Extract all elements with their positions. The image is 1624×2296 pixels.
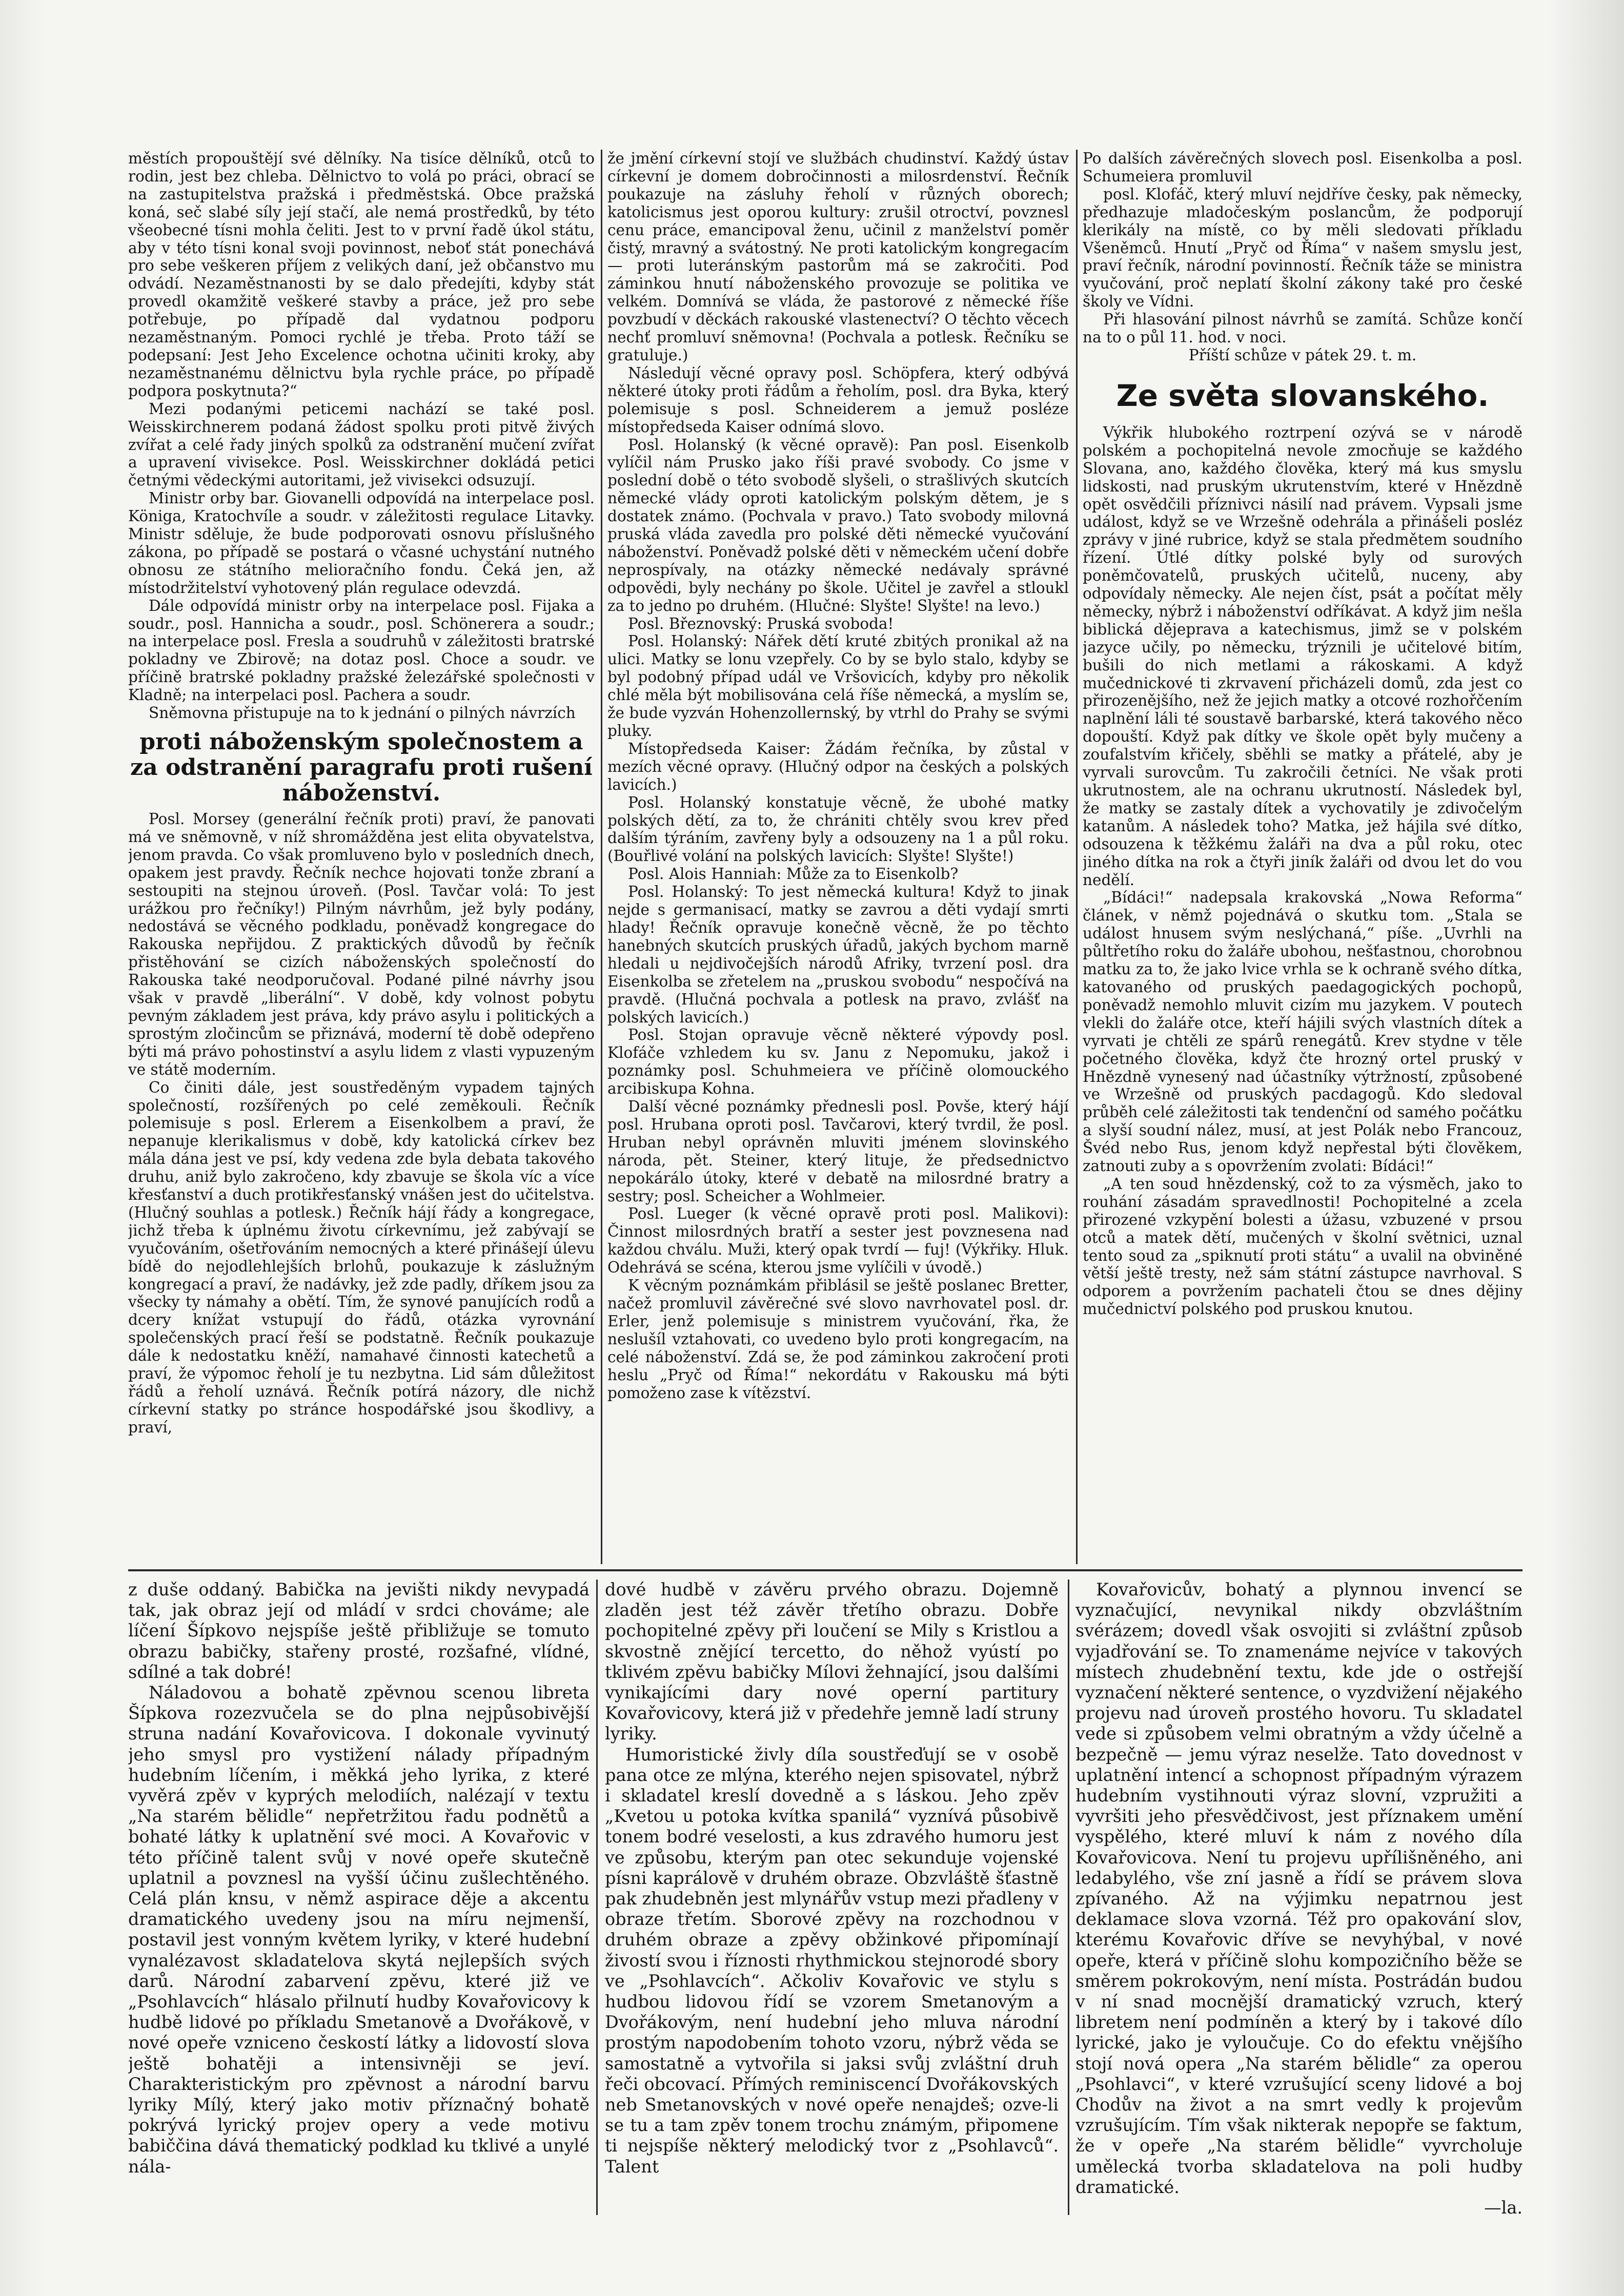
paragraph: Posl. Březnovský: Pruská svoboda! — [628, 614, 894, 632]
paragraph: Místopředseda Kaiser: Žádám řečníka, by zůstal v mezích věcné opravy. (Hlučný odpor na českých a polských lavicích.) — [607, 740, 1069, 793]
paragraph: Příští schůze v pátek 29. t. m. — [1188, 346, 1417, 364]
paragraph: městích propouštějí své dělníky. Na tisíce dělníků, otců to rodin, jest bez chleba. Dělnictvo to volá po práci, obrací se na zastupitelstva pražská i předměstská. Obce pražská koná, seč slabé síly její stačí, ale nemá prostředků, by této všeobecné tísni mohla čeliti. Jest to v první řadě úkol státu, aby v této tísni konal svoji povinnost, neboť stát ponechává pro sebe veškeren příjem z velikých daní, jež občanstvo mu odvádí. Nezaměstnanosti by se dalo předejíti, kdyby stát provedl okamžitě veškeré stavby a práce, jež pro sebe potřebuje, po případě dal vydatnou podporu nezaměstnaným. Pomoci rychlé je třeba. Proto táží se podepsaní: Jest Jeho Excelence ochotna učiniti kroky, aby nezaměstnanému dělnictvu byla rychle práce, po případě podpora poskytnuta?“ — [128, 150, 595, 400]
paragraph: z duše oddaný. Babička na jevišti nikdy nevypadá tak, jak obraz její od mládí v srdci chováme; ale líčení Šípkovo nejspíše ještě přibližuje se tomuto obrazu babičky, stařeny prosté, rozšafné, vlídné, sdílné a tak dobré! — [128, 1580, 590, 1682]
paragraph: Humoristické živly díla soustřeďují se v osobě pana otce ze mlýna, kterého nejen spisovatel, nýbrž i skladatel kreslí dovedně a s láskou. Jeho zpěv „Kvetou u potoka kvítka spanilá“ vyznívá působivě tonem bodré veselosti, a kus zdravého humoru jest ve způsobu, kterým pan otec sekunduje vojenské písni kaprálově v druhém obraze. Obzvláště šťastně pak zhudebněn jest mlynářův vstup mezi přadleny v obraze třetím. Sborové zpěvy na rozchodnou v druhém obraze a zpěvy obžinkové připomínají živostí svou i říznosti rhythmickou stejnorodé sbory ve „Psohlavcích“. Ačkoliv Kovařovic ve stylu s hudbou lidovou řídí se vzorem Smetanovým a Dvořákovým, není hudební jeho mluva národní prostým napodobením tohoto vzoru, nýbrž věda se samostatně a vytvořila si jaksi svůj zvláštní druh řeči obcovací. Přímých reminiscencí Dvořákovských neb Smetanovských v nové opeře nenajdeš; ozve-li se tu a tam zpěv tonem trochu známým, připomene ti nejspíše některý melodický tvor z „Psohlavců“. Talent — [605, 1744, 1059, 2177]
paragraph: Mezi podanými peticemi nachází se také posl. Weisskirchnerem podaná žádost spolku proti pitvě živých zvířat a celé řady jiných spolků za odstranění mučení zvířat a upravení vivisekce. Posl. Weisskirchner dokládá petici četnými vědeckými autoritami, jež vivisekci odsuzují. — [128, 400, 595, 489]
paragraph: posl. Klofáč, který mluví nejdříve česky, pak německy, předhazuje mladočeským poslancům, že podporují klerikály na místě, co by měli sledovati příkladu Všeněmců. Hnutí „Pryč od Říma“ v našem smyslu jest, praví řečník, národní povinností. Řečník táže se ministra vyučování, proč neplatí školní zákony také pro české školy ve Vídni. — [1083, 185, 1522, 311]
paragraph: Náladovou a bohatě zpěvnou scenou libreta Šípkova rozezvučela se do plna nejpůsobivější struna nadání Kovařovicova. I dokonale vyvinutý jeho smysl pro vystižení nálady případným hudebním líčením, i měkká jeho lyrika, z které vyvěrá zpěv v kyprých melodiích, nalézají v textu „Na starém bělidle“ nepřetržitou řadu podnětů a bohaté látky k uplatnění své moci. A Kovařovic v této příčině talent svůj v nové opeře skutečně uplatnil a povznesl na vyšší účinu zušlechtěného. Celá plán knsu, v němž aspirace děje a akcentu dramatického uvedeny jsou na míru nejmenší, postavil jest vonným květem lyriky, v které hudební vynalézavost skladatelova skytá nejlepších svých darů. Národní zabarvení zpěvu, které již ve „Psohlavcích“ hlásalo přilnutí hudby Kovařovicovy k hudbě lidové po příkladu Smetanově a Dvořákově, v nové opeře vzniceno českostí látky a lidovostí slova ještě bohatěji a intensivněji se jeví. Charakteristickým pro zpěvnost a národní barvu lyriky Mílý, který jako motiv příznačný bohatě pokrývá lyrický projev opery a vede motivu babiččina dává thematický podklad ku tklivé a unylé nála- — [128, 1683, 590, 2177]
lower-column-2 — [605, 1580, 1059, 2215]
upper-column-1 — [128, 150, 595, 1564]
column-rule — [596, 1580, 598, 2215]
paragraph: Následují věcné opravy posl. Schöpfera, který odbývá některé útoky proti řádům a řeholím, posl. dra Byka, který polemisuje s posl. Schneiderem a jemuž posléze místopředseda Kaiser odnímá slovo. — [607, 364, 1069, 436]
paragraph: Výkřik hlubokého roztrpení ozývá se v národě polském a pochopitelná nevole zmocňuje se každého Slovana, ano, každého člověka, který má kus smyslu lidskosti, nad pruským ukrutenstvím, které v Hnězdně opět osvědčili příznivci násilí nad právem. Vypsali jsme událost, když se ve Wrzešně odehrála a přinášeli posléz zprávy v jiné rubrice, když se stala předmětem soudního řízení. Útlé dítky polské byly od surových poněmčovatelů, pruských učitelů, nuceny, aby odpovídaly německy. Ale nejen číst, psát a počítat měly německy, nýbrž i náboženství odříkávat. A když jim nešla biblická dějeprava a katechismus, jimž se v polském jazyce učily, po německu, trýznili je učitelové bitím, bušili do nich metlami a rákoskami. A když mučednickové ti zkrvavení přicházeli domů, zda jest co přirozenějšího, než že jejich matky a otcové rozhořčením naplnění láli té soustavě barbarské, která takového něco dopouští. Když pak dítky ve škole opět byly mučeny a zoufalstvím křičely, sběhli se matky a přátelé, aby je vyrvali surovcům. Tu zakročili četníci. Ne však proti ukrutnostem, ale na ochranu ukrutností. Následek byl, že matky se zastaly dítek a vychovatily je zdivočelým katanům. A následek toho? Matka, jež hájila své dítko, odsouzena k těžkému žaláři na dva a půl roku, otec jiného dítka na rok a čtyři jiník žaláři od dvou let do vou nedělí. — [1083, 423, 1522, 889]
author-signoff: —la. — [1484, 2198, 1522, 2215]
lower-column-3 — [1075, 1580, 1522, 2215]
paragraph: Dále odpovídá ministr orby na interpelace posl. Fijaka a soudr., posl. Hannicha a soudr., posl. Schönerera a soudr.; na interpelace posl. Fresla a soudruhů v záležitosti bratrské pokladny ve Zbirově; na dotaz posl. Choce a soudr. ve příčině bratrské pokladny pražské železářské společnosti v Kladně; na interpelaci posl. Pachera a soudr. — [128, 597, 595, 704]
paragraph: Posl. Holanský konstatuje věcně, že ubohé matky polských dětí, za to, že chrániti chtěly svou krev před dalším týráním, zavřeny byly a odsouzeny na 1 a půl roku. (Bouřlivé volání na polských lavicích: Slyšte! Slyšte!) — [607, 793, 1069, 865]
paragraph: „Bídáci!“ nadepsala krakovská „Nowa Reforma“ článek, v němž pojednává o skutku tom. „Stala se událost hnusem svým neslýchaná,“ píše. „Uvrhli na půltřetího roku do žaláře ubohou, nešťastnou, chorobnou matku za to, že jako lvice vrhla se k ochraně svého dítka, katovaného od pruských paedagogických pochopů, poněvadž nemohlo mluvit cizím mu jazykem. V poutech vlekli do žaláře otce, kteří hájili svých vlastních dítek a vyrvati je chtěli ze spárů renegátů. Krev stydne v těle početného člověka, když čte hrozný ortel pruský v Hnězdně vynesený nad účastníky výtržností, způsobené ve Wrzešně od pruských pacdagogů. Kdo sledoval průběh celé záležitosti tak tendenční od samého počátku a slyší soudní nález, musí, at jest Polák nebo Francouz, Švéd nebo Rus, jenom když nepřestal býti člověkem, zatnouti zuby a s opovržením zvolati: Bídáci!“ — [1083, 889, 1522, 1175]
upper-section — [128, 150, 1522, 1564]
paragraph: Posl. Stojan opravuje věcně některé výpovdy posl. Klofáče vzhledem ku sv. Janu z Nepomuku, jakož i poznámky posl. Schuhmeiera ve příčině olomouckého arcibiskupa Kohna. — [607, 1026, 1069, 1098]
paragraph: Další věcné poznámky přednesli posl. Povše, který hájí posl. Hrubana oproti posl. Tavčarovi, který tvrdil, že posl. Hruban nebyl oprávněn mluviti jménem slovinského národa, pět. Steiner, který lituje, že předsednictvo nepokárálo útoky, které v debatě na milosrdné bratry a sestry; posl. Scheicher a Wohlmeier. — [607, 1098, 1069, 1205]
paragraph: Posl. Morsey (generální řečník proti) praví, že panovati má ve sněmovně, v níž shromážděna jest elita obyvatelstva, jenom pravda. Co však promluveno bylo v posledních dnech, opakem jest pravdy. Řečník nechce hojovati tonže zbraní a sestoupiti na stejnou úroveň. (Posl. Tavčar volá: To jest urážkou pro řečníky!) Pilným návrhům, jež byly podány, nedostává se věcného podkladu, poněvadž kongregace do Rakouska nepřijdou. Z praktických důvodů by řečník přistěhování se cizích náboženských společností do Rakouska také neodporučoval. Podané pilné návrhy jsou však v pravdě „liberální“. V době, kdy volnost pobytu pevným základem jest práva, kdy právo asylu i politických a sprostým zločincům se přiznává, moderní tě době odepřeno býti má právo pohostinství a asylu lidem z vlasti vypuzeným ve státě moderním. — [128, 810, 595, 1078]
paragraph: Posl. Lueger (k věcné opravě proti posl. Malikovi): Činnost milosrdných bratří a sester jest povznesena nad každou chválu. Muži, který opak tvrdí — fuj! (Výkřiky. Hluk. Odehrává se scéna, kterou jsme vylíčili v úvodě.) — [607, 1205, 1069, 1277]
column-rule — [1068, 1580, 1069, 2215]
upper-column-3 — [1083, 150, 1522, 1564]
paragraph: Posl. Alois Hanniah: Může za to Eisenkolb? — [628, 865, 959, 883]
column-rule — [1076, 150, 1078, 1564]
article-heading: proti náboženským společnostem a za odstranění paragrafu proti rušení náboženství. — [130, 729, 593, 806]
paragraph: Posl. Holanský: To jest německá kultura! Když to jinak nejde s germanisací, matky se zavrou a děti vydají smrti hlady! Řečník opravuje konečně věcně, že po těchto hanebných skutcích pruských úřadů, jakých bychom marně hledali u nejdivočejších národů Afriky, tvrzení posl. dra Eisenkolba se zřetelem na „pruskou svobodu“ nespočívá na pravdě. (Hlučná pochvala a potlesk na pravo, zvlášť na polských lavicích.) — [607, 883, 1069, 1026]
paragraph: Ministr orby bar. Giovanelli odpovídá na interpelace posl. Königa, Kratochvíle a soudr. v záležitosti regulace Litavky. Ministr sděluje, že bude podporovati osnovu příslušného zákona, po případě se postará o včasné uchystání nutného obnosu ze státního melioračního fondu. Čeká jen, až místodržitelství vyhotovený plán regulace odevzdá. — [128, 489, 595, 597]
paragraph: K věcným poznámkám přiblásil se ještě poslanec Bretter, načež promluvil závěrečné své slovo navrhovatel posl. dr. Erler, jenž polemisuje s ministrem vyučování, řka, že neslušíl vztahovati, co uvedeno bylo proti kongregacím, na celé náboženství. Zdá se, že pod záminkou zakročení proti heslu „Pryč od Říma!“ nekordátu v Rakousku má býti pomoženo zase k vítězství. — [607, 1277, 1069, 1402]
section-divider — [128, 1569, 1522, 1571]
paragraph: že jmění církevní stojí ve službách chudinství. Každý ústav církevní je domem dobročinnosti a milosrdenství. Řečník poukazuje na zásluhy řeholí v různých oborech; katolicismus jest oporou kultury: zrušil otroctví, povznesl cenu práce, emancipoval ženu, učinil z manželství poměr čistý, mravný a svátostný. Ne proti katolickým kongregacím — proti luteránským pastorům má se zakročiti. Pod záminkou hnutí náboženského provozuje se politika ve velkém. Domnívá se vláda, že pastorové z německé říše povzbudí v děckách rakouské vlastenectví? O těchto věcech nechť promluví sněmovna! (Pochvala a potlesk. Řečníku se gratuluje.) — [607, 150, 1069, 364]
paragraph: dové hudbě v závěru prvého obrazu. Dojemně zladěn jest též závěr třetího obrazu. Dobře pochopitelné zpěvy při loučení se Mily s Kristlou a skvostně znějící tercetto, do něhož vyústí po tklivém zpěvu babičky Mílovi žehnající, jsou dalšími vynikajícími dary nové operní partitury Kovařovicovy, která již v předehře jemně ladí struny lyriky. — [605, 1580, 1059, 1744]
paragraph: Při hlasování pilnost návrhů se zamítá. Schůze končí na to o půl 11. hod. v noci. — [1083, 311, 1522, 346]
paragraph: „A ten soud hnězdenský, což to za výsměch, jako to rouhání zásadám spravedlnosti! Pochopitelné a zcela přirozené vzkypění bolesti a úžasu, vzbuzené v prsou otců a matek dětí, mučených v školní světnici, uznal tento soud za „spiknutí proti státu“ a uvalil na obviněné větší ještě tresty, než sám státní zástupce navrhoval. S odporem a povržením pachateli čtou se dnes dějiny mučednictví polského pod pruskou knutou. — [1083, 1175, 1522, 1318]
upper-column-2 — [607, 150, 1069, 1564]
paragraph: Kovařovicův, bohatý a plynnou invencí se vyznačující, nevynikal nikdy obzvláštním svérázem; dovedl však osvojiti si zvláštní způsob vyjadřování se. To znamenáme nejvíce v takových místech zhudebnění textu, kde jde o ostřejší vyznačení některé sentence, o vyzdvižení nějakého projevu nad úroveň prostého hovoru. Tu skladatel vede si způsobem velmi obratným a vždy účelně a bezpečně — jemu výraz neselže. Tato dovednost v uplatnění intencí a schopnost případným výrazem hudebním vystihnouti výraz slovní, vzpružiti a vyvršiti jeho přesvědčivost, jest příznakem umění vyspělého, které mluví k nám z nového díla Kovařovicova. Není tu projevu upřílišněného, ani ledabylého, vše zní jasně a řídí se právem slova zpívaného. Až na výjimku nepatrnou jest deklamace slova vzorná. Též pro opakování slov, kterému Kovařovic dříve se nevyhýbal, v nové opeře, která v příčině slohu kompozičního běže se směrem pokrokovým, není místa. Postrádán budou v ní snad mocnější dramatický vzruch, který libretem není podmíněn a který by i takové dílo lyrické, jako je vyloučuje. Co do efektu vnějšího stojí nová opera „Na starém bělidle“ za operou „Psohlavci“, v které vzrušující sceny lidové a boj Chodův na život a na smrt vedly k projevům vzrušujícím. Tím však nikterak nepopře se faktum, že v opeře „Na starém bělidle“ vyvrcholuje umělecká tvorba skladatelova na poli hudby dramatické. — [1075, 1580, 1522, 2197]
lower-column-1 — [128, 1580, 590, 2215]
lower-section — [128, 1580, 1522, 2215]
paragraph: Posl. Holanský (k věcné opravě): Pan posl. Eisenkolb vylíčil nám Prusko jako říši pravé svobody. Co jsme v poslední době o této svobodě slyšeli, o strašlivých skutcích německé vlády oproti katolickým polským dětem, je s dostatek známo. (Pochvala v pravo.) Tato svobody milovná pruská vláda zavedla pro polské děti německé vyučování náboženství. Poněvadž polské děti v německém učení dobře neprospívaly, na otázky německé nedávaly správné odpovědi, byly nechány po škole. Učitel je zavřel a stloukl za to jedno po druhém. (Hlučné: Slyšte! Slyšte! na levo.) — [607, 436, 1069, 614]
paragraph: Po dalších závěrečných slovech posl. Eisenkolba a posl. Schumeiera promluvil — [1083, 150, 1522, 185]
paragraph: Sněmovna přistupuje na to k jednání o pilných návrzích — [149, 704, 576, 722]
section-title: Ze světa slovanského. — [1116, 378, 1489, 413]
paragraph: Co činiti dále, jest soustředěným vypadem tajných společností, rozšířených po celé zeměkouli. Řečník polemisuje s posl. Erlerem a Eisenkolbem a praví, že nepanuje klerikalismus v době, kdy katolická církev bez mála dána jest ve psí, kdy vedena zde byla debata takového druhu, aniž bylo zakročeno, kdy zbavuje se škola víc a více křesťanství a duch protikřesťanský vnášen jest do učitelstva. (Hlučný souhlas a potlesk.) Řečník hájí řády a kongregace, jichž třeba k úplnému životu církevnímu, jež zabývají se vyučováním, ošetřováním nemocných a které přinášejí úlevu bídě do nejodlehlejších brlohů, poukazuje k záslužným kongregací a praví, že nadávky, jež zde padly, dříkem jsou za všecky ty námahy a obětí. Tím, že synové panujících rodů a dcery knížat vstupují do řádů, otázka vyrovnání společenských prací řeší se podstatně. Řečník poukazuje dále k nedostatku kněží, namahavé činnosti katechetů a praví, že výpomoc řeholí je tu nezbytna. Lid sám důležitost řádů a řeholí uznává. Řečník potírá názory, dle nichž církevní statky po stránce hospodářské jsou škodlivy, a praví, — [128, 1078, 595, 1436]
paragraph: Posl. Holanský: Nářek dětí kruté zbitých pronikal až na ulici. Matky se lonu vzepřely. Co by se bylo stalo, kdyby se byl podobný případ udál ve Vršovicích, kdyby pro několik chlé měla být mobilisována celá říše německá, a myslím se, že bude vyzván Hohenzollernský, by vtrhl do Prahy se svými pluky. — [607, 632, 1069, 740]
column-rule — [601, 150, 602, 1564]
